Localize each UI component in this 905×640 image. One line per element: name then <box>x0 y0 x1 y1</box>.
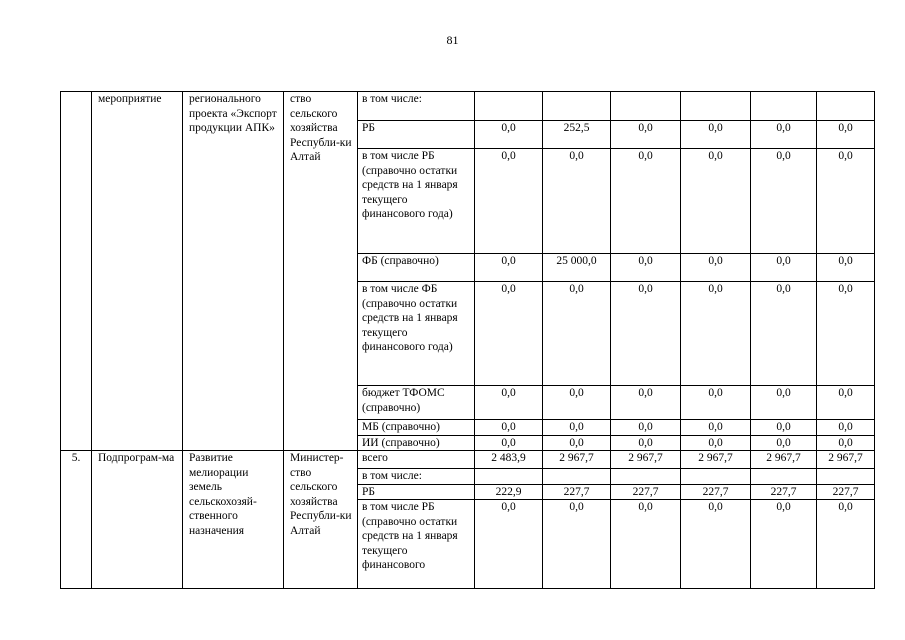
value-cell: 0,0 <box>817 254 875 282</box>
value-cell <box>817 469 875 485</box>
executor-cell: Министер-ство сельского хозяйства Республи-ки Алтай <box>284 451 358 589</box>
value-cell: 0,0 <box>751 420 817 436</box>
value-cell <box>475 92 543 121</box>
value-cell: 0,0 <box>681 149 751 254</box>
value-cell: 0,0 <box>611 121 681 149</box>
value-cell: 2 967,7 <box>611 451 681 469</box>
funding-source-cell: РБ <box>358 484 475 500</box>
value-cell: 0,0 <box>751 386 817 420</box>
value-cell: 252,5 <box>543 121 611 149</box>
funding-source-cell: ФБ (справочно) <box>358 254 475 282</box>
value-cell: 0,0 <box>543 149 611 254</box>
value-cell: 0,0 <box>475 282 543 386</box>
value-cell: 0,0 <box>475 500 543 589</box>
funding-source-cell: РБ <box>358 121 475 149</box>
value-cell: 0,0 <box>611 149 681 254</box>
funding-source-cell: МБ (справочно) <box>358 420 475 436</box>
value-cell <box>543 92 611 121</box>
value-cell: 0,0 <box>751 254 817 282</box>
value-cell: 0,0 <box>543 282 611 386</box>
value-cell <box>543 469 611 485</box>
value-cell: 0,0 <box>611 386 681 420</box>
value-cell: 2 967,7 <box>543 451 611 469</box>
funding-source-cell: ИИ (справочно) <box>358 435 475 451</box>
value-cell: 0,0 <box>751 282 817 386</box>
value-cell: 0,0 <box>681 121 751 149</box>
funding-source-cell: бюджет ТФОМС (справочно) <box>358 386 475 420</box>
executor-cell: ство сельского хозяйства Республи-ки Алтай <box>284 92 358 451</box>
value-cell <box>681 469 751 485</box>
value-cell: 2 967,7 <box>681 451 751 469</box>
value-cell: 0,0 <box>817 420 875 436</box>
value-cell <box>681 92 751 121</box>
value-cell: 0,0 <box>681 435 751 451</box>
status-cell: мероприятие <box>92 92 183 451</box>
value-cell: 0,0 <box>543 500 611 589</box>
value-cell: 222,9 <box>475 484 543 500</box>
funding-source-cell: в том числе: <box>358 92 475 121</box>
value-cell: 227,7 <box>543 484 611 500</box>
value-cell: 0,0 <box>475 435 543 451</box>
value-cell: 2 967,7 <box>817 451 875 469</box>
value-cell: 0,0 <box>751 149 817 254</box>
value-cell <box>611 469 681 485</box>
value-cell: 2 967,7 <box>751 451 817 469</box>
value-cell: 0,0 <box>681 500 751 589</box>
funding-source-cell: всего <box>358 451 475 469</box>
name-cell: Развитие мелиорации земель сельскохозяй-ственного назначения <box>183 451 284 589</box>
value-cell <box>475 469 543 485</box>
value-cell: 0,0 <box>681 282 751 386</box>
value-cell: 0,0 <box>817 149 875 254</box>
value-cell: 227,7 <box>611 484 681 500</box>
value-cell <box>611 92 681 121</box>
value-cell: 25 000,0 <box>543 254 611 282</box>
value-cell: 0,0 <box>751 121 817 149</box>
value-cell: 0,0 <box>817 121 875 149</box>
value-cell <box>751 469 817 485</box>
value-cell: 0,0 <box>817 282 875 386</box>
name-cell: регионального проекта «Экспорт продукции АПК» <box>183 92 284 451</box>
value-cell: 227,7 <box>817 484 875 500</box>
value-cell: 0,0 <box>611 500 681 589</box>
row-number-cell <box>61 92 92 451</box>
budget-table <box>60 91 875 589</box>
value-cell: 227,7 <box>681 484 751 500</box>
value-cell: 0,0 <box>543 420 611 436</box>
funding-source-cell: в том числе: <box>358 469 475 485</box>
funding-source-cell: в том числе ФБ (справочно остатки средств на 1 января текущего финансового года) <box>358 282 475 386</box>
table-row <box>61 92 875 121</box>
value-cell: 0,0 <box>817 386 875 420</box>
value-cell: 0,0 <box>611 254 681 282</box>
value-cell: 0,0 <box>817 435 875 451</box>
value-cell: 0,0 <box>611 282 681 386</box>
value-cell: 0,0 <box>475 254 543 282</box>
table-row <box>61 451 875 469</box>
value-cell: 0,0 <box>681 386 751 420</box>
value-cell: 0,0 <box>681 420 751 436</box>
value-cell: 2 483,9 <box>475 451 543 469</box>
value-cell: 227,7 <box>751 484 817 500</box>
value-cell: 0,0 <box>751 500 817 589</box>
value-cell: 0,0 <box>611 435 681 451</box>
value-cell: 0,0 <box>543 435 611 451</box>
table-body <box>61 92 875 589</box>
page-number: 81 <box>446 33 459 47</box>
value-cell: 0,0 <box>751 435 817 451</box>
value-cell: 0,0 <box>475 420 543 436</box>
value-cell: 0,0 <box>817 500 875 589</box>
row-number-cell: 5. <box>61 451 92 589</box>
funding-source-cell: в том числе РБ (справочно остатки средств на 1 января текущего финансового года) <box>358 149 475 254</box>
value-cell <box>817 92 875 121</box>
value-cell <box>751 92 817 121</box>
value-cell: 0,0 <box>475 121 543 149</box>
value-cell: 0,0 <box>475 386 543 420</box>
funding-source-cell: в том числе РБ (справочно остатки средств на 1 января текущего финансового <box>358 500 475 589</box>
value-cell: 0,0 <box>543 386 611 420</box>
value-cell: 0,0 <box>611 420 681 436</box>
status-cell: Подпрограм-ма <box>92 451 183 589</box>
value-cell: 0,0 <box>475 149 543 254</box>
value-cell: 0,0 <box>681 254 751 282</box>
